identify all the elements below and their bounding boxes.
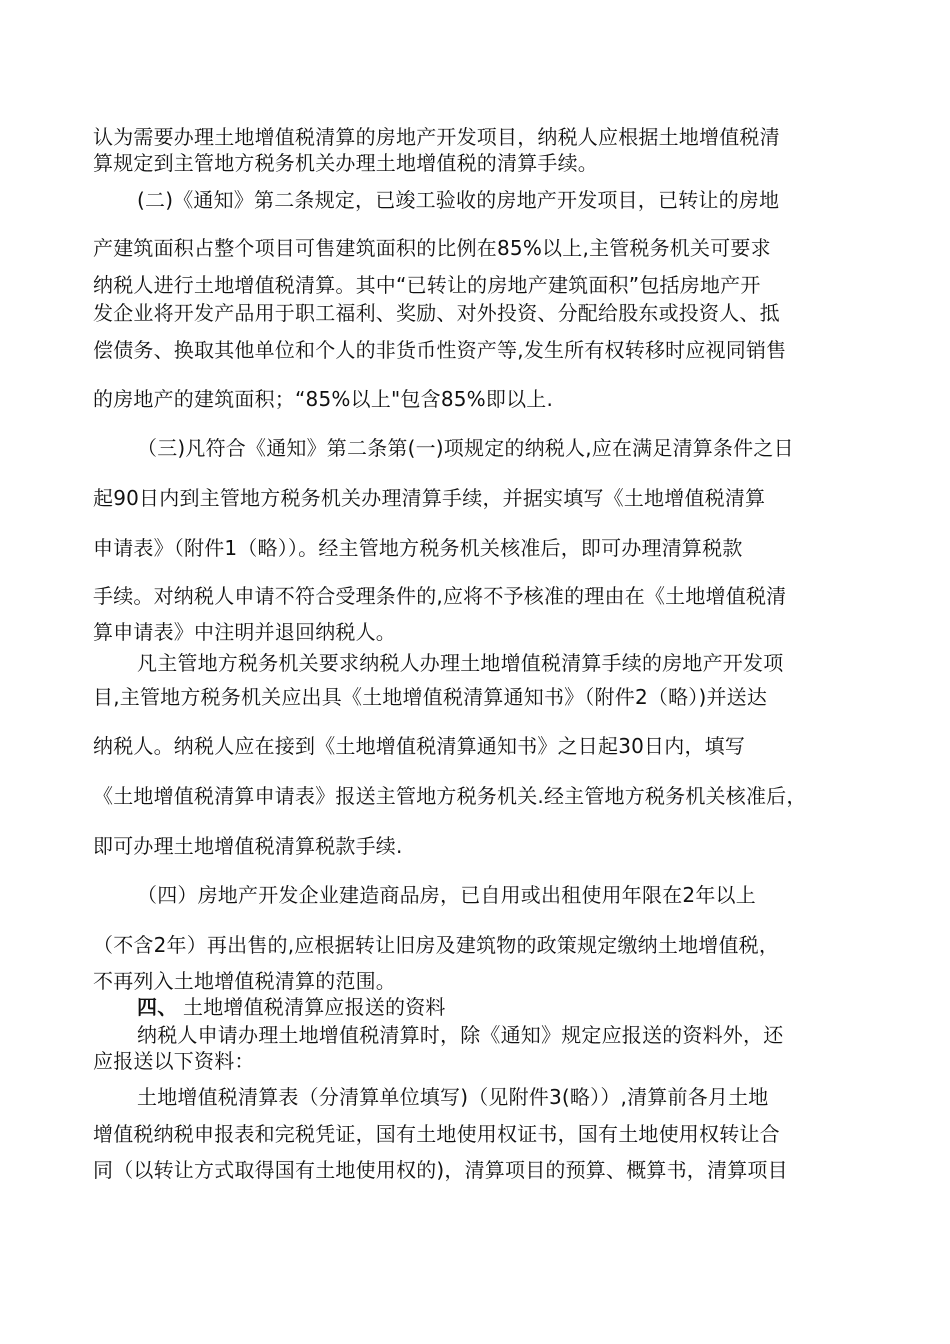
text-line: 算申请表》中注明并退回纳税人。 (93, 620, 396, 644)
text-line: 算规定到主管地方税务机关办理土地增值税的清算手续。 (93, 151, 598, 175)
text-line: 发企业将开发产品用于职工福利、奖励、对外投资、分配给股东或投资人、抵 (93, 301, 780, 325)
text-line: 认为需要办理土地增值税清算的房地产开发项目，纳税人应根据土地增值税清 (93, 125, 780, 149)
text-line: 不再列入土地增值税清算的范围。 (93, 969, 396, 993)
text-line: 申请表》（附件1（略））。经主管地方税务机关核准后，即可办理清算税款 (93, 536, 743, 560)
text-line: 产建筑面积占整个项目可售建筑面积的比例在85%以上,主管税务机关可要求 (93, 236, 771, 260)
text-line: 即可办理土地增值税清算税款手续. (93, 834, 403, 858)
text-line: 同（以转让方式取得国有土地使用权的)，清算项目的预算、概算书，清算项目 (93, 1158, 788, 1182)
section-heading: 土地增值税清算应报送的资料 (183, 995, 446, 1019)
text-line: 起90日内到主管地方税务机关办理清算手续，并据实填写《土地增值税清算 (93, 486, 766, 510)
text-line: 土地增值税清算表（分清算单位填写)（见附件3(略））,清算前各月土地 (137, 1085, 769, 1109)
text-line: (二)《通知》第二条规定，已竣工验收的房地产开发项目，已转让的房地 (137, 188, 780, 212)
text-line: 偿债务、换取其他单位和个人的非货币性资产等,发生所有权转移时应视同销售 (93, 338, 787, 362)
text-line: 纳税人申请办理土地增值税清算时，除《通知》规定应报送的资料外，还 (137, 1023, 784, 1047)
text-line: 的房地产的建筑面积；“85%以上"包含85%即以上. (93, 387, 554, 411)
text-line: （不含2年）再出售的,应根据转让旧房及建筑物的政策规定缴纳土地增值税， (93, 933, 780, 957)
text-line: 纳税人。纳税人应在接到《土地增值税清算通知书》之日起30日内，填写 (93, 734, 746, 758)
section-number: 四、 (137, 995, 178, 1019)
text-line: 目,主管地方税务机关应出具《土地增值税清算通知书》（附件2（略）)并送达 (93, 685, 768, 709)
text-line: （三)凡符合《通知》第二条第(一)项规定的纳税人,应在满足清算条件之日 (137, 436, 794, 460)
text-line: 纳税人进行土地增值税清算。其中“已转让的房地产建筑面积”包括房地产开 (93, 273, 761, 297)
text-line: 《土地增值税清算申请表》报送主管地方税务机关.经主管地方税务机关核准后， (93, 784, 807, 808)
text-line: （四）房地产开发企业建造商品房，已自用或出租使用年限在2年以上 (137, 883, 756, 907)
text-line: 增值税纳税申报表和完税凭证，国有土地使用权证书，国有土地使用权转让合 (93, 1122, 780, 1146)
text-line: 应报送以下资料： (93, 1049, 255, 1073)
text-line: 凡主管地方税务机关要求纳税人办理土地增值税清算手续的房地产开发项 (137, 651, 784, 675)
text-line: 手续。对纳税人申请不符合受理条件的,应将不予核准的理由在《土地增值税清 (93, 584, 787, 608)
